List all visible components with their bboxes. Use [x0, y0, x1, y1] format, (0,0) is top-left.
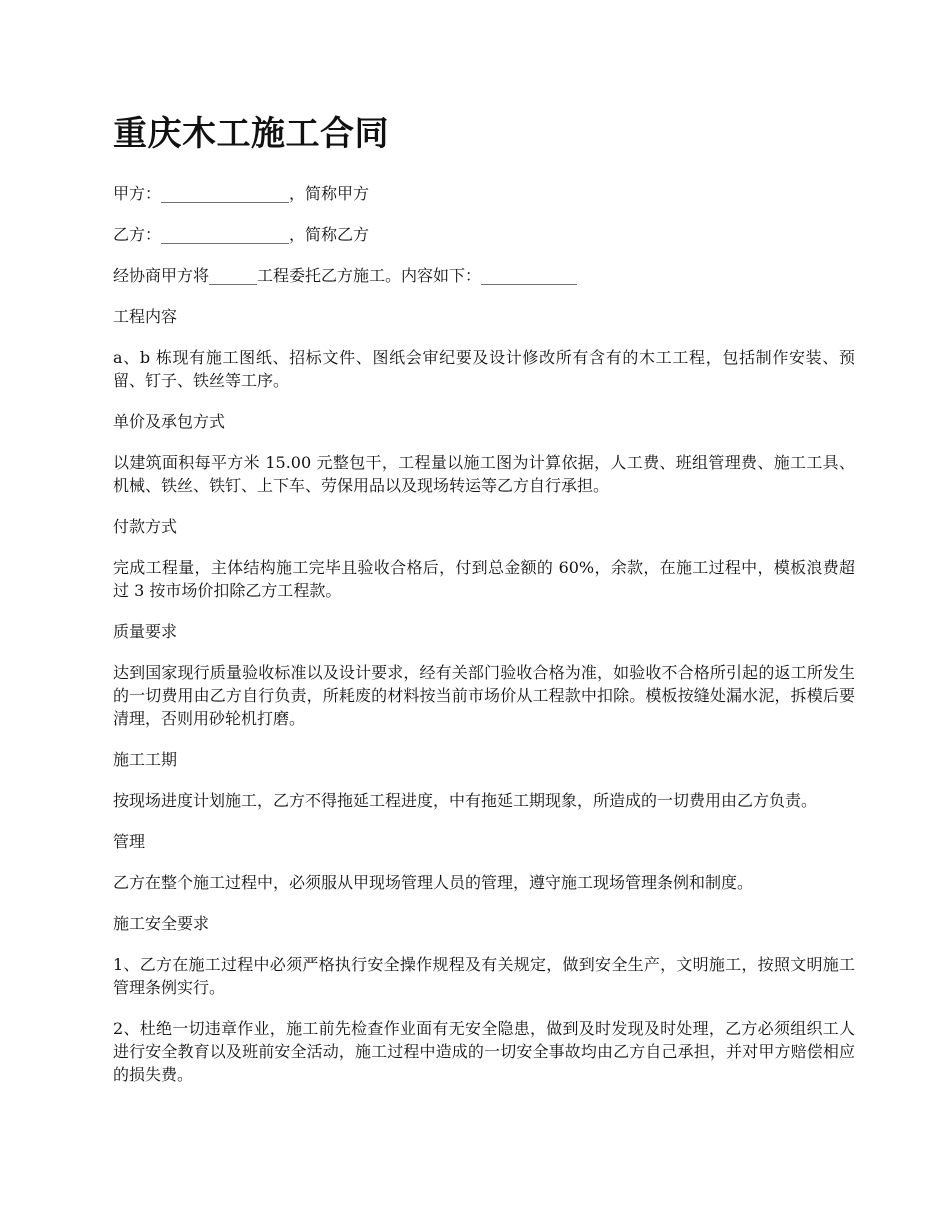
document-title: 重庆木工施工合同 — [113, 114, 389, 154]
section-heading-management: 管理 — [113, 832, 146, 851]
price-text: 以建筑面积每平方米 15.00 元整包干，工程量以施工图为计算依据，人工费、班组管理费、施工工具、机械、铁丝、铁钉、上下车、劳保用品以及现场转运等乙方自行承担。 — [113, 453, 855, 495]
work-content-text: a、b 栋现有施工图纸、招标文件、图纸会审纪要及设计修改所有含有的木工工程，包括制作安装、预留、钉子、铁丝等工序。 — [113, 348, 855, 390]
management-text: 乙方在整个施工过程中，必须服从甲现场管理人员的管理，遵守施工现场管理条例和制度。 — [113, 873, 754, 892]
safety-item-2: 2、杜绝一切违章作业，施工前先检查作业面有无安全隐患，做到及时发现及时处理，乙方必须组织工人进行安全教育以及班前安全活动，施工过程中造成的一切安全事故均由乙方自己承担，并对甲方赔偿相应的损失费。 — [113, 1019, 855, 1084]
section-heading-price: 单价及承包方式 — [113, 412, 226, 431]
section-heading-work-content: 工程内容 — [113, 307, 178, 326]
section-heading-quality: 质量要求 — [113, 622, 178, 641]
payment-text: 完成工程量，主体结构施工完毕且验收合格后，付到总金额的 60%，余款，在施工过程中，模板浪费超过 3 按市场价扣除乙方工程款。 — [113, 558, 855, 600]
safety-item-1: 1、乙方在施工过程中必须严格执行安全操作规程及有关规定，做到安全生产，文明施工，按照文明施工管理条例实行。 — [113, 955, 855, 997]
party-b-line: 乙方：________________，简称乙方 — [113, 225, 370, 244]
party-a-line: 甲方：________________，简称甲方 — [113, 184, 370, 203]
schedule-text: 按现场进度计划施工，乙方不得拖延工程进度，中有拖延工期现象，所造成的一切费用由乙方负责。 — [113, 791, 818, 810]
section-heading-safety: 施工安全要求 — [113, 914, 210, 933]
section-heading-payment: 付款方式 — [113, 517, 178, 536]
agreement-intro: 经协商甲方将______工程委托乙方施工。内容如下：____________ — [113, 266, 578, 285]
quality-text: 达到国家现行质量验收标准以及设计要求，经有关部门验收合格为准，如验收不合格所引起的返工所发生的一切费用由乙方自行负责，所耗废的材料按当前市场价从工程款中扣除。模板按缝处漏水泥，拆模后要清理，否则用砂轮机打磨。 — [113, 663, 855, 728]
section-heading-schedule: 施工工期 — [113, 750, 178, 769]
document-page — [113, 108, 855, 1104]
